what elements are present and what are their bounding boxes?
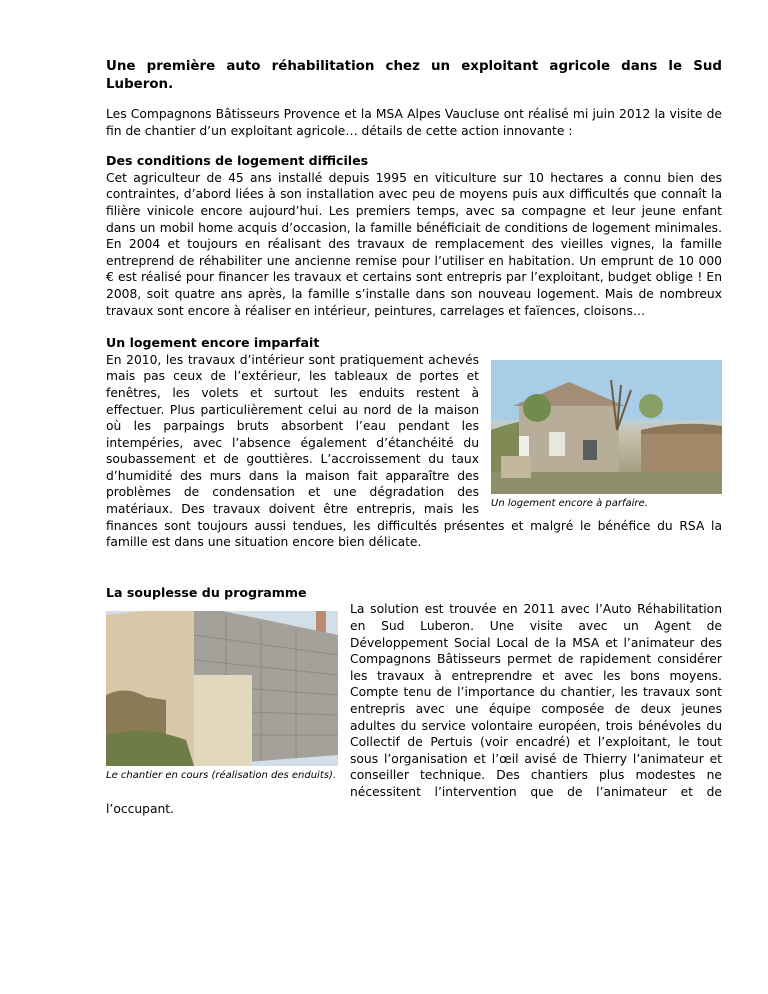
article — [106, 58, 722, 817]
article-intro: Les Compagnons Bâtisseurs Provence et la MSA Alpes Vaucluse ont réalisé mi juin 2012 la visite de fin de chantier d’un exploitant agricole… détails de cette action innovante : — [106, 107, 722, 138]
figure-caption: Un logement encore à parfaire. — [491, 497, 648, 509]
figure-worksite-photo — [106, 605, 338, 783]
section-body-conditions: Cet agriculteur de 45 ans installé depuis 1995 en viticulture sur 10 hectares a connu bien des contraintes, d’abord liées à son installation avec peu de moyens puis aux difficultés que connaît la filière vinicole encore aujourd’hui. Les premiers temps, avec sa compagne et leur jeune enfant dans un mobil home acquis d’occasion, la famille bénéficiait de conditions de logement minimales. En 2004 et toujours en réalisant des travaux de remplacement des vieilles vignes, la famille entreprend de réhabiliter une ancienne remise pour l’utiliser en habitation. Un emprunt de 10 000 € est réalisé pour financer les travaux et certains sont entrepris par l’exploitant, budget oblige ! En 2008, soit quatre ans après, la famille s’installe dans son nouveau logement. Mais de nombreux travaux sont encore à réaliser en intérieur, peintures, carrelages et faïences, cloisons… — [106, 170, 722, 318]
section-heading-logement: Un logement encore imparfait — [106, 335, 320, 351]
worksite-photo — [106, 605, 338, 766]
section-heading-conditions: Des conditions de logement difficiles — [106, 153, 369, 169]
article-title: Une première auto réhabilitation chez un exploitant agricole dans le Sud Luberon. — [106, 59, 722, 92]
section-heading-souplesse: La souplesse du programme — [106, 584, 307, 600]
figure-house-photo — [491, 360, 722, 511]
house-photo — [491, 360, 722, 494]
section-body-logement: En 2010, les travaux d’intérieur sont pratiquement achevés mais pas ceux de l’extérieur, les tableaux de portes et fenêtres, les volets et surtout les enduits restent à effectuer. Plus particulièrement celui au nord de la maison où les parpaings bruts absorbent l’eau pendant les intempéries, avec l’absence également d’étanchéité du soubassement et de gouttières. L’accroissement du taux d’humidité des murs dans la maison fait apparaître des problèmes de condensation et une dégradation des matériaux. Des travaux doivent être entrepris, mais les finances sont toujours aussi tendues, les difficultés présentes et malgré le bénéfice du RSA la famille est dans une situation encore bien délicate. — [106, 352, 722, 550]
figure-caption: Le chantier en cours (réalisation des enduits). — [106, 770, 337, 782]
section-body-souplesse: La solution est trouvée en 2011 avec l’Auto Réhabilitation en Sud Luberon. Une visite avec un Agent de Développement Social Local de la MSA et l’animateur des Compagnons Bâtisseurs permet de rapidement considérer les travaux à entreprendre et avec les bons moyens. Compte tenu de l’importance du chantier, les travaux sont entrepris avec une équipe composée de deux jeunes adultes du service volontaire européen, trois bénévoles du Collectif de Pertuis (voir encadré) et l’exploitant, le tout sous l’organisation et l’œil avisé de Thierry l’animateur et conseiller technique. Des chantiers plus modestes ne nécessitent l’intervention que de l’animateur et de l’occupant. — [106, 602, 722, 816]
